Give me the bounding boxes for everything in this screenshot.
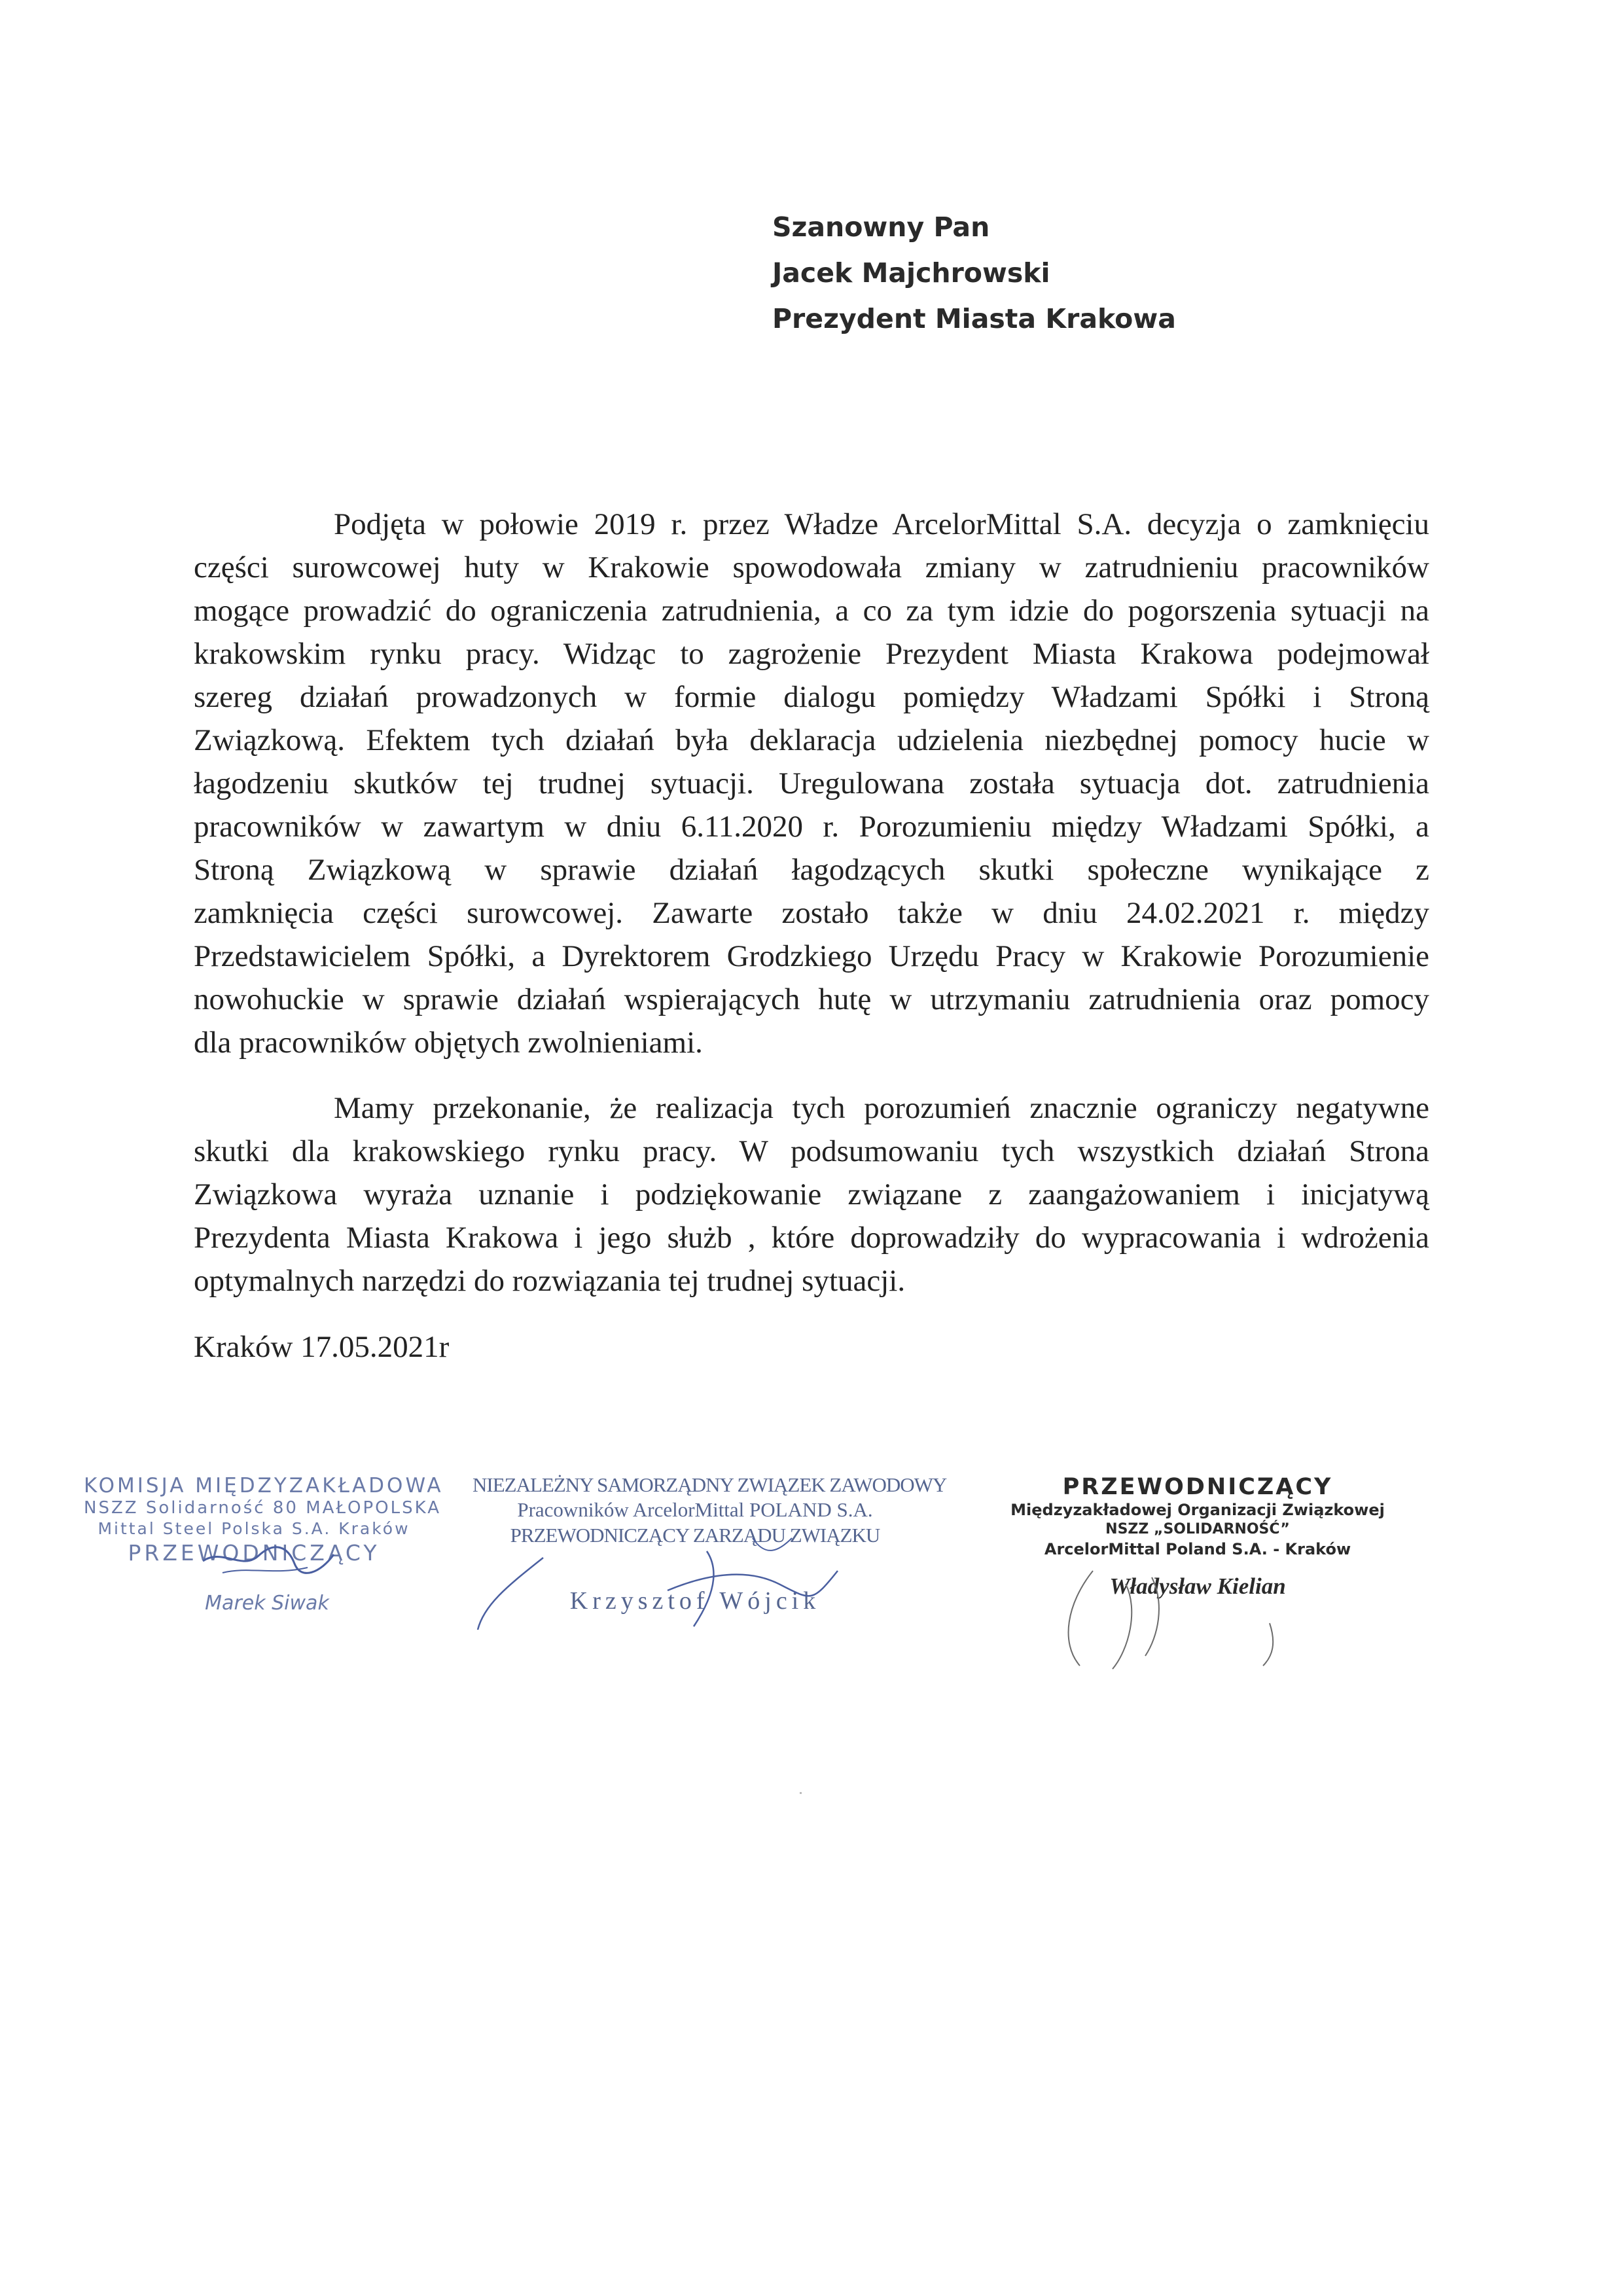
signature-scribble [1054, 1558, 1302, 1676]
paragraph-line: Stroną Związkową w sprawie działań łagodzących skutki społeczne wynikające z [194, 853, 1429, 887]
scan-speck [800, 1792, 802, 1794]
paragraph-line: optymalnych narzędzi do rozwiązania tej trudnej sytuacji. [194, 1264, 906, 1298]
stamp-line: ArcelorMittal Poland S.A. - Kraków [1044, 1540, 1351, 1558]
paragraph-line: części surowcowej huty w Krakowie spowodowała zmiany w zatrudnieniu pracowników [194, 550, 1429, 584]
paragraph-line: Związkowa wyraża uznanie i podziękowanie związane z zaangażowaniem i inicjatywą [194, 1177, 1429, 1211]
stamp-line: Pracowników ArcelorMittal POLAND S.A. [517, 1498, 873, 1521]
stamp-line: Międzyzakładowej Organizacji Związkowej [1010, 1501, 1385, 1519]
stamp-line: PRZEWODNICZĄCY ZARZĄDU ZWIĄZKU [510, 1524, 880, 1547]
paragraph-line: nowohuckie w sprawie działań wspierających hutę w utrzymaniu zatrudnienia oraz pomocy [194, 982, 1429, 1016]
recipient-title: Prezydent Miasta Krakowa [772, 303, 1176, 334]
stamp-signatory-name: Krzysztof Wójcik [569, 1587, 821, 1615]
stamp-line: KOMISJA MIĘDZYZAKŁADOWA [84, 1474, 444, 1498]
paragraph-line: skutki dla krakowskiego rynku pracy. W podsumowaniu tych wszystkich działań Strona [194, 1134, 1429, 1168]
paragraph-line: mogące prowadzić do ograniczenia zatrudnienia, a co za tym idzie do pogorszenia sytuacji na [194, 594, 1429, 628]
stamp-line: NSZZ „SOLIDARNOŚĆ” [1105, 1521, 1290, 1537]
paragraph-line: zamknięcia części surowcowej. Zawarte zostało także w dniu 24.02.2021 r. między [194, 896, 1429, 930]
stamp-line: Mittal Steel Polska S.A. Kraków [98, 1519, 410, 1538]
paragraph-line: pracowników w zawartym w dniu 6.11.2020 r. Porozumieniu między Władzami Spółki, a [194, 810, 1429, 844]
paragraph-line: Przedstawicielem Spółki, a Dyrektorem Grodzkiego Urzędu Pracy w Krakowie Porozumienie [194, 939, 1429, 973]
signature-scribble [196, 1535, 340, 1584]
stamp-line: NSZZ Solidarność 80 MAŁOPOLSKA [84, 1498, 442, 1518]
paragraph-line: szereg działań prowadzonych w formie dialogu pomiędzy Władzami Spółki i Stroną [194, 680, 1429, 714]
date-place: Kraków 17.05.2021r [194, 1330, 450, 1364]
paragraph-line: dla pracowników objętych zwolnieniami. [194, 1026, 703, 1060]
paragraph-line: Podjęta w połowie 2019 r. przez Władze ArcelorMittal S.A. decyzja o zamknięciu [334, 507, 1429, 541]
stamp-line: NIEZALEŻNY SAMORZĄDNY ZWIĄZEK ZAWODOWY [473, 1473, 947, 1496]
recipient-salutation: Szanowny Pan [772, 211, 990, 243]
paragraph-line: łagodzeniu skutków tej trudnej sytuacji. Uregulowana została sytuacja dot. zatrudnienia [194, 766, 1429, 800]
paragraph-line: Związkową. Efektem tych działań była deklaracja udzielenia niezbędnej pomocy hucie w [194, 723, 1429, 757]
body-paragraph-2 [194, 1086, 1429, 1302]
paragraph-line: krakowskim rynku pracy. Widząc to zagrożenie Prezydent Miasta Krakowa podejmował [194, 637, 1429, 671]
stamp-signatory-name: Władysław Kielian [1109, 1573, 1286, 1599]
recipient-name: Jacek Majchrowski [772, 257, 1050, 289]
stamp-line: PRZEWODNICZĄCY [128, 1540, 380, 1566]
body-paragraph-1 [194, 503, 1429, 1064]
stamp-signatory-name: Marek Siwak [205, 1592, 329, 1615]
paragraph-line: Prezydenta Miasta Krakowa i jego służb , które doprowadziły do wypracowania i wdrożenia [194, 1221, 1429, 1255]
stamp-line: PRZEWODNICZĄCY [1062, 1474, 1333, 1500]
paragraph-line: Mamy przekonanie, że realizacja tych porozumień znacznie ograniczy negatywne [334, 1091, 1429, 1125]
signature-scribble [471, 1512, 890, 1636]
recipient-block [772, 204, 1176, 342]
